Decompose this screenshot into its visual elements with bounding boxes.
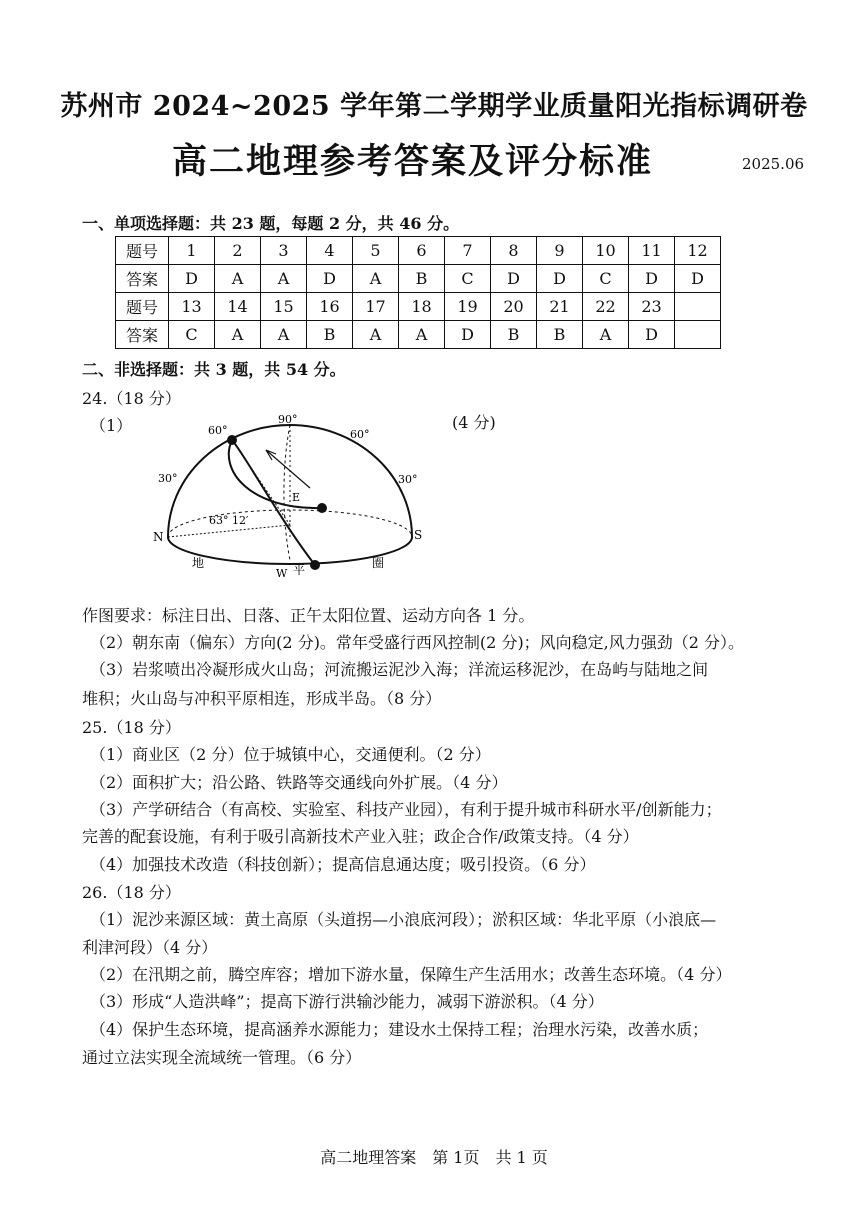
sun-path-diagram — [150, 410, 430, 585]
q25-p3a: （3）产学研结合（有高校、实验室、科技产业园），有利于提升城市科研水平/创新能力； — [90, 800, 722, 819]
answer-table-cell: D — [629, 321, 675, 349]
sunset-dot — [317, 503, 327, 513]
answer-table-cell — [675, 293, 721, 321]
answer-table-cell: 6 — [399, 237, 445, 265]
answer-table-cell: 20 — [491, 293, 537, 321]
answer-table-cell: A — [583, 321, 629, 349]
q26-p4b: 通过立法实现全流域统一管理。（6 分） — [82, 1048, 362, 1067]
q24-title: 24.（18 分） — [82, 389, 181, 408]
answer-table-row — [116, 237, 721, 265]
label-E: E — [292, 491, 301, 504]
q26-p2: （2）在汛期之前，腾空库容；增加下游水量，保障生产生活用水；改善生态环境。（4 分） — [90, 965, 732, 984]
q24-p3a: （3）岩浆喷出冷凝形成火山岛；河流搬运泥沙入海；洋流运移泥沙，在岛屿与陆地之间 — [90, 660, 709, 679]
label-60-right: 60° — [350, 428, 370, 441]
answer-table-cell: 21 — [537, 293, 583, 321]
answer-table-cell: C — [445, 265, 491, 293]
label-di: 地 — [192, 556, 205, 570]
answer-table-cell: 5 — [353, 237, 399, 265]
answer-table-cell: A — [215, 265, 261, 293]
answer-table-cell: D — [629, 265, 675, 293]
answer-table-cell: 12 — [675, 237, 721, 265]
answer-table-cell: 1 — [169, 237, 215, 265]
answer-table — [115, 236, 721, 349]
answer-table-cell: D — [491, 265, 537, 293]
answer-table-cell: 16 — [307, 293, 353, 321]
q26-p1a: （1）泥沙来源区域：黄土高原（头道拐—小浪底河段）；淤积区域：华北平原（小浪底— — [90, 910, 717, 929]
q24-p1-label: （1） — [90, 416, 133, 435]
answer-table-cell: B — [491, 321, 537, 349]
answer-table-cell: 10 — [583, 237, 629, 265]
answer-table-cell: 18 — [399, 293, 445, 321]
noon-sun-dot — [227, 435, 237, 445]
q26-p1b: 利津河段）（4 分） — [82, 938, 218, 957]
label-90: 90° — [278, 413, 298, 426]
answer-table-cell: A — [353, 321, 399, 349]
answer-table-cell: C — [169, 321, 215, 349]
answer-table-cell: B — [399, 265, 445, 293]
answer-table-cell: A — [399, 321, 445, 349]
q25-p1: （1）商业区（2 分）位于城镇中心，交通便利。（2 分） — [90, 745, 491, 764]
answer-table-cell: A — [215, 321, 261, 349]
answer-table-cell: 7 — [445, 237, 491, 265]
answer-table-row-label: 题号 — [116, 237, 169, 265]
answer-table-cell: A — [261, 321, 307, 349]
exam-title: 苏州市 2024~2025 学年第二学期学业质量阳光指标调研卷 — [60, 91, 808, 122]
q24-p3b: 堆积；火山岛与冲积平原相连，形成半岛。（8 分） — [82, 689, 442, 708]
label-S: S — [414, 528, 423, 542]
answer-table-row-label: 题号 — [116, 293, 169, 321]
answer-table-cell: 11 — [629, 237, 675, 265]
label-ping: 平 — [293, 563, 306, 577]
answer-table-cell: D — [445, 321, 491, 349]
answer-table-cell: A — [261, 265, 307, 293]
document-date: 2025.06 — [742, 155, 805, 173]
label-angle: 63° 12′ — [209, 514, 249, 527]
answer-table-row — [116, 293, 721, 321]
answer-table-cell: 14 — [215, 293, 261, 321]
q25-title: 25.（18 分） — [82, 718, 181, 737]
answer-table-cell: 22 — [583, 293, 629, 321]
page-footer: 高二地理答案 第 1页 共 1 页 — [320, 1148, 548, 1167]
sunrise-dot — [310, 560, 320, 570]
q26-p4a: （4）保护生态环境，提高涵养水源能力；建设水土保持工程；治理水污染，改善水质； — [90, 1020, 709, 1039]
answer-table-row-label: 答案 — [116, 321, 169, 349]
q24-p2: （2）朝东南（偏东）方向(2 分)。常年受盛行西风控制(2 分)；风向稳定,风力强劲（2 分）。 — [90, 633, 745, 652]
q26-title: 26.（18 分） — [82, 883, 181, 902]
label-30-right: 30° — [398, 473, 418, 486]
label-W: W — [276, 567, 288, 580]
answer-table-cell: 2 — [215, 237, 261, 265]
answer-table-cell: D — [307, 265, 353, 293]
answer-table-cell: B — [537, 321, 583, 349]
answer-table-row — [116, 265, 721, 293]
section1-heading: 一、单项选择题：共 23 题，每题 2 分，共 46 分。 — [82, 214, 460, 233]
label-quan: 圈 — [372, 556, 385, 570]
document-title: 高二地理参考答案及评分标准 — [172, 142, 654, 182]
answer-table-row — [116, 321, 721, 349]
answer-table-cell: A — [353, 265, 399, 293]
answer-table-row-label: 答案 — [116, 265, 169, 293]
q26-p3: （3）形成“人造洪峰”；提高下游行洪输沙能力，减弱下游淤积。（4 分） — [90, 992, 604, 1011]
section2-heading: 二、非选择题：共 3 题，共 54 分。 — [82, 360, 346, 379]
answer-table-cell: B — [307, 321, 353, 349]
answer-table-cell: 23 — [629, 293, 675, 321]
q25-p2: （2）面积扩大；沿公路、铁路等交通线向外扩展。（4 分） — [90, 773, 508, 792]
label-30-left: 30° — [158, 472, 178, 485]
answer-table-cell: D — [169, 265, 215, 293]
label-N: N — [153, 530, 164, 544]
answer-table-cell: 4 — [307, 237, 353, 265]
answer-table-cell: 3 — [261, 237, 307, 265]
q24-requirement: 作图要求：标注日出、日落、正午太阳位置、运动方向各 1 分。 — [82, 606, 535, 625]
q24-p1-score: (4 分) — [452, 413, 496, 432]
q25-p3b: 完善的配套设施，有利于吸引高新技术产业入驻；政企合作/政策支持。（4 分） — [82, 827, 639, 846]
answer-table-cell: 17 — [353, 293, 399, 321]
answer-table-cell: 13 — [169, 293, 215, 321]
answer-table-cell: D — [675, 265, 721, 293]
answer-table-cell: 15 — [261, 293, 307, 321]
answer-table-cell: C — [583, 265, 629, 293]
answer-table-cell: 8 — [491, 237, 537, 265]
answer-table-cell: 19 — [445, 293, 491, 321]
label-60-left: 60° — [208, 424, 228, 437]
answer-table-cell — [675, 321, 721, 349]
q25-p4: （4）加强技术改造（科技创新）；提高信息通达度；吸引投资。（6 分） — [90, 855, 596, 874]
answer-table-cell: D — [537, 265, 583, 293]
answer-table-cell: 9 — [537, 237, 583, 265]
